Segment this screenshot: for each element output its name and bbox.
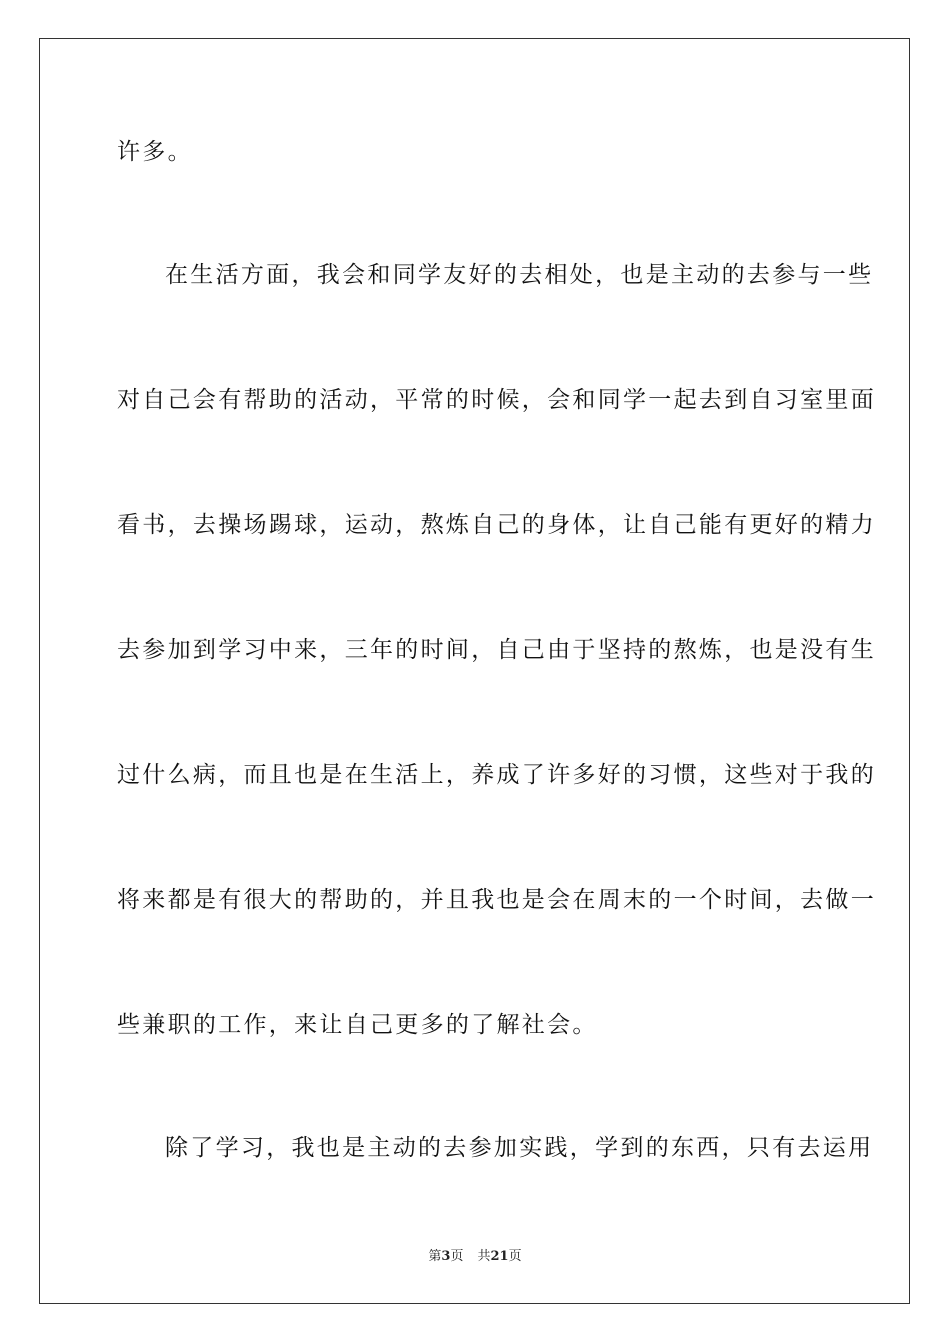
- text-line-6: 过什么病，而且也是在生活上，养成了许多好的习惯，这些对于我的: [117, 762, 876, 788]
- paragraph-start-line: 在生活方面，我会和同学友好的去相处，也是主动的去参与一些: [165, 262, 874, 288]
- page-number: 3: [441, 1249, 451, 1264]
- text-line-7: 将来都是有很大的帮助的，并且我也是会在周末的一个时间，去做一: [117, 887, 876, 913]
- text-line-4: 看书，去操场踢球，运动，熬炼自己的身体，让自己能有更好的精力: [117, 512, 876, 538]
- paragraph-start-line-2: 除了学习，我也是主动的去参加实践，学到的东西，只有去运用: [165, 1135, 874, 1161]
- text-line-5: 去参加到学习中来，三年的时间，自己由于坚持的熬炼，也是没有生: [117, 637, 876, 663]
- total-suffix: 页: [508, 1249, 522, 1264]
- total-prefix: 共: [477, 1249, 491, 1264]
- text-line-3: 对自己会有帮助的活动，平常的时候，会和同学一起去到自习室里面: [117, 387, 876, 413]
- page-border: [39, 38, 910, 1304]
- total-pages: 21: [490, 1249, 509, 1264]
- page-footer: [0, 1248, 950, 1266]
- text-line-1: 许多。: [117, 139, 193, 165]
- text-line-8: 些兼职的工作，来让自己更多的了解社会。: [117, 1012, 598, 1038]
- page-prefix: 第: [428, 1249, 442, 1264]
- page-suffix: 页: [450, 1249, 464, 1264]
